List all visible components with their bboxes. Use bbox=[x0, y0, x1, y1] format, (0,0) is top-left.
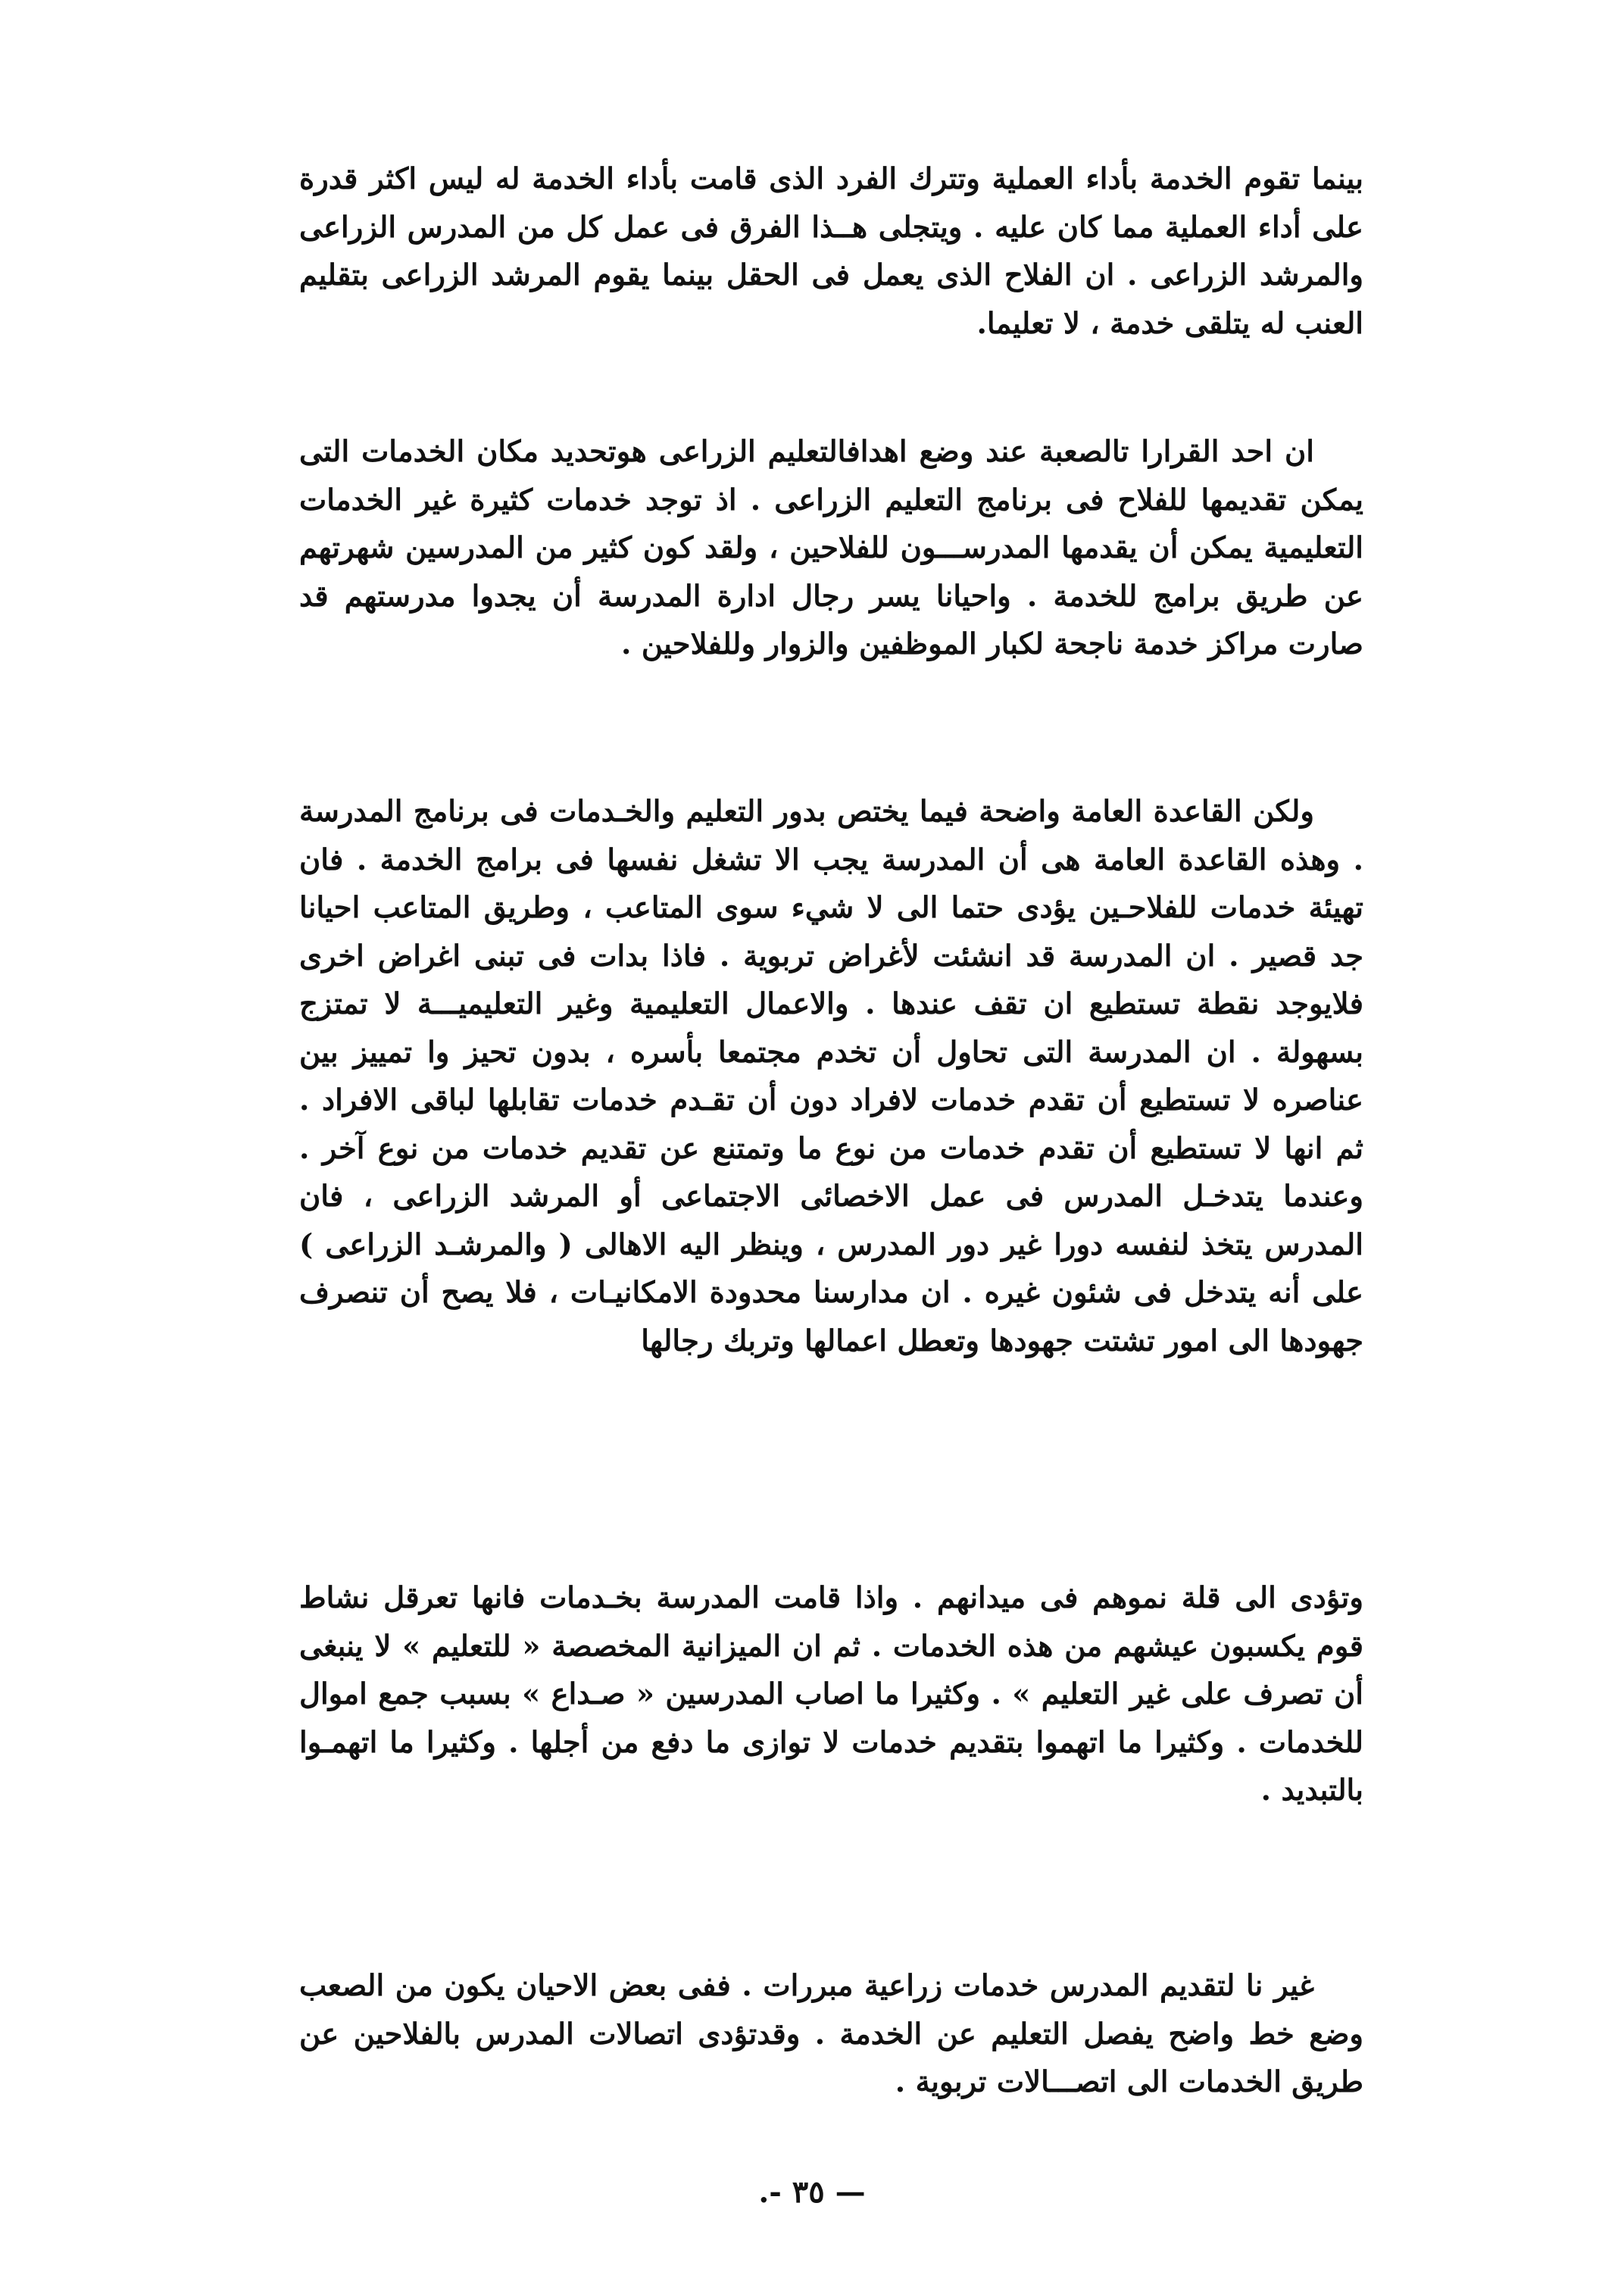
paragraph-2-text: ان احد القرارا تالصعبة عند وضع اهدافالتعليم الزراعى هوتحديد مكان الخدمات التى يمكن تقديمها للفلاح فى برنامج التعليم الزراعى . اذ توجد خدمات كثيرة غير الخدمات التعليمية يمكن أن يقدمها المدرســـون للفلاحين ، ولقد كون كثير من المدرسين شهرتهم عن طريق برامج للخدمة . واحيانا يسر رجال ادارة المدرسة أن يجدوا مدرستهم قد صارت مراكز خدمة ناجحة لكبار الموظفين والزوار وللفلاحين . bbox=[299, 435, 1363, 661]
page-number: — ٣٥ -. bbox=[758, 2174, 866, 2210]
paragraph-3 bbox=[299, 788, 1363, 1365]
paragraph-3-text: ولكن القاعدة العامة واضحة فيما يختص بدور التعليم والخـدمات فى برنامج المدرسة . وهذه القاعدة العامة هى أن المدرسة يجب الا تشغل نفسها فى برامج الخدمة . فان تهيئة خدمات للفلاحـين يؤدى حتما الى لا شيء سوى المتاعب ، وطريق المتاعب احيانا جد قصير . ان المدرسة قد انشئت لأغراض تربوية . فاذا بدات فى تبنى اغراض اخرى فلايوجد نقطة تستطيع ان تقف عندها . والاعمال التعليمية وغير التعليميـــة لا تمتزج بسهولة . ان المدرسة التى تحاول أن تخدم مجتمعا بأسره ، بدون تحيز وا تمييز بين عناصره لا تستطيع أن تقدم خدمات لافراد دون أن تقـدم خدمات تقابلها لباقى الافراد . ثم انها لا تستطيع أن تقدم خدمات من نوع ما وتمتنع عن تقديم خدمات من نوع آخر . وعندما يتدخـل المدرس فى عمل الاخصائى الاجتماعى أو المرشد الزراعى ، فان المدرس يتخذ لنفسه دورا غير دور المدرس ، وينظر اليه الاهالى ( والمرشـد الزراعى ) على أنه يتدخل فى شئون غيره . ان مدارسنا محدودة الامكانيـات ، فلا يصح أن تنصرف جهودها الى امور تشتت جهودها وتعطل اعمالها وتربك رجالها bbox=[299, 795, 1364, 1358]
paragraph-5-text: غير نا لتقديم المدرس خدمات زراعية مبررات . ففى بعض الاحيان يكون من الصعب وضع خط واضح يفصل التعليم عن الخدمة . وقدتؤدى اتصالات المدرس بالفلاحين عن طريق الخدمات الى اتصـــالات تربوية . bbox=[299, 1969, 1363, 2099]
paragraph-2 bbox=[299, 428, 1363, 669]
paragraph-1-text: بينما تقوم الخدمة بأداء العملية وتترك الفرد الذى قامت بأداء الخدمة له ليس اكثر قدرة على أداء العملية مما كان عليه . ويتجلى هــذا الفرق فى عمل كل من المدرس الزراعى والمرشد الزراعى . ان الفلاح الذى يعمل فى الحقل بينما يقوم المرشد الزراعى بتقليم العنب له يتلقى خدمة ، لا تعليما. bbox=[299, 162, 1363, 341]
paragraph-4 bbox=[299, 1574, 1363, 1815]
paragraph-1 bbox=[299, 155, 1363, 348]
paragraph-4-text: وتؤدى الى قلة نموهم فى ميدانهم . واذا قامت المدرسة بخـدمات فانها تعرقل نشاط قوم يكسبون عيشهم من هذه الخدمات . ثم ان الميزانية المخصصة « للتعليم » لا ينبغى أن تصرف على غير التعليم » . وكثيرا ما اصاب المدرسين « صـداع » بسبب جمع اموال للخدمات . وكثيرا ما اتهموا بتقديم خدمات لا توازى ما دفع من أجلها . وكثيرا ما اتهمـوا بالتبديد . bbox=[299, 1581, 1363, 1808]
paragraph-5 bbox=[299, 1962, 1363, 2107]
